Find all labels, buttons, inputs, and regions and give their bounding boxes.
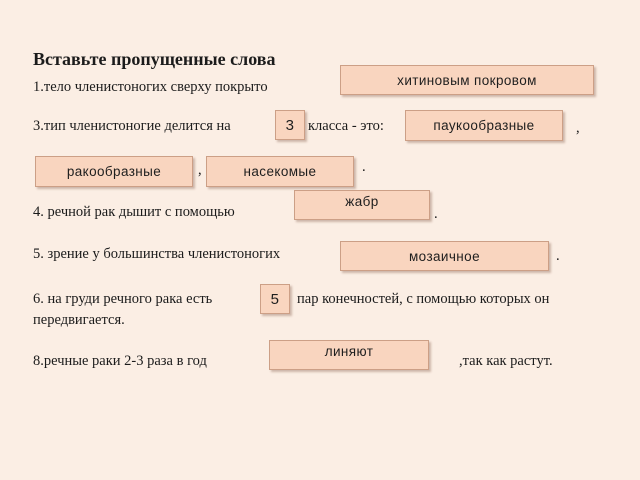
dot-q3: . [362,159,366,175]
dot-q4: . [434,206,438,222]
question-3-text: 3.тип членистоногие делится на [33,118,231,134]
question-8-text: 8.речные раки 2-3 раза в год [33,353,207,369]
answer-box-three[interactable]: 3 [275,110,305,140]
slide-title: Вставьте пропущенные слова [33,49,276,69]
question-3-mid-text: класса - это: [308,118,384,134]
comma-1: , [576,120,580,136]
question-1-text: 1.тело членистоногих сверху покрыто [33,79,268,95]
answer-box-molt[interactable]: линяют [269,340,429,370]
question-6-line2: передвигается. [33,312,125,328]
comma-2: , [198,162,202,178]
answer-box-insects[interactable]: насекомые [206,156,354,187]
answer-box-mosaic[interactable]: мозаичное [340,241,549,271]
answer-box-arachnids[interactable]: паукообразные [405,110,563,141]
question-6-after-text: пар конечностей, с помощью которых он [297,291,550,307]
answer-box-gills[interactable]: жабр [294,190,430,220]
question-6-text: 6. на груди речного рака есть [33,291,213,307]
question-5-text: 5. зрение у большинства членистоногих [33,246,281,262]
question-4-text: 4. речной рак дышит с помощью [33,204,235,220]
question-8-after-text: ,так как растут. [459,353,553,369]
answer-box-five[interactable]: 5 [260,284,290,314]
answer-box-chitin-cover[interactable]: хитиновым покровом [340,65,594,95]
dot-q5: . [556,248,560,264]
answer-box-crustaceans[interactable]: ракообразные [35,156,193,187]
